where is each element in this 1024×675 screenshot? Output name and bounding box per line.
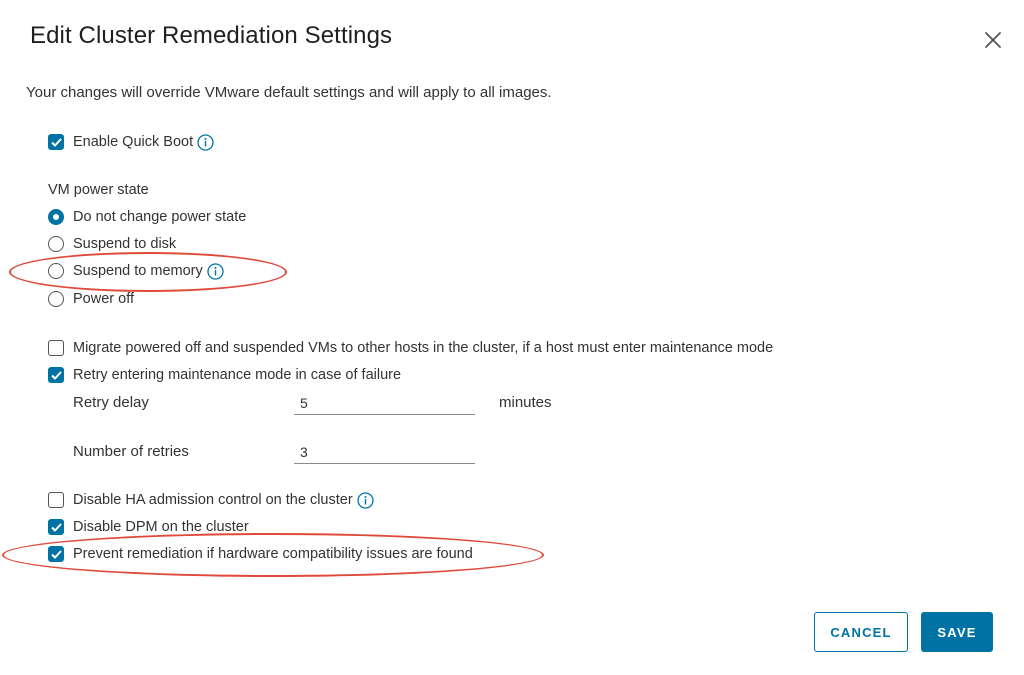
power-option-no-change[interactable] bbox=[48, 207, 246, 227]
prevent-remediation-option[interactable] bbox=[48, 544, 473, 564]
migrate-vms-option[interactable] bbox=[48, 338, 773, 358]
close-button[interactable] bbox=[980, 27, 1006, 53]
power-option-label: Suspend to memory bbox=[73, 263, 203, 279]
dialog-description: Your changes will override VMware default settings and will apply to all images. bbox=[26, 84, 552, 101]
cancel-button[interactable]: CANCEL bbox=[814, 612, 908, 652]
radio-button[interactable] bbox=[48, 236, 64, 252]
dialog-title: Edit Cluster Remediation Settings bbox=[30, 22, 393, 49]
migrate-vms-label: Migrate powered off and suspended VMs to other hosts in the cluster, if a host must enter maintenance mode bbox=[73, 340, 774, 356]
power-option-suspend-disk[interactable] bbox=[48, 234, 176, 254]
retry-delay-unit: minutes bbox=[499, 394, 552, 411]
prevent-remediation-checkbox[interactable] bbox=[48, 546, 64, 562]
number-of-retries-input[interactable] bbox=[294, 440, 475, 464]
quick-boot-option[interactable] bbox=[48, 132, 214, 152]
retry-maintenance-checkbox[interactable] bbox=[48, 367, 64, 383]
save-button[interactable]: SAVE bbox=[921, 612, 993, 652]
quick-boot-label: Enable Quick Boot bbox=[73, 134, 194, 150]
checkmark-icon bbox=[51, 371, 62, 380]
radio-button[interactable] bbox=[48, 263, 64, 279]
disable-dpm-label: Disable DPM on the cluster bbox=[73, 519, 249, 535]
power-option-suspend-memory[interactable] bbox=[48, 261, 224, 281]
radio-button[interactable] bbox=[48, 209, 64, 225]
retry-maintenance-label: Retry entering maintenance mode in case of failure bbox=[73, 367, 402, 383]
vm-power-state-label: VM power state bbox=[48, 182, 149, 198]
quick-boot-checkbox[interactable] bbox=[48, 134, 64, 150]
ha-admission-option[interactable] bbox=[48, 490, 374, 510]
info-icon[interactable] bbox=[197, 134, 214, 151]
disable-dpm-option[interactable] bbox=[48, 517, 249, 537]
power-option-label: Do not change power state bbox=[73, 209, 247, 225]
checkmark-icon bbox=[51, 523, 62, 532]
info-icon[interactable] bbox=[207, 263, 224, 280]
retry-delay-input[interactable] bbox=[294, 391, 475, 415]
disable-dpm-checkbox[interactable] bbox=[48, 519, 64, 535]
close-icon bbox=[980, 27, 1006, 53]
retry-delay-label: Retry delay bbox=[73, 394, 149, 411]
power-option-label: Suspend to disk bbox=[73, 236, 177, 252]
power-option-power-off[interactable] bbox=[48, 289, 134, 309]
prevent-remediation-label: Prevent remediation if hardware compatibility issues are found bbox=[73, 546, 473, 562]
migrate-vms-checkbox[interactable] bbox=[48, 340, 64, 356]
ha-admission-checkbox[interactable] bbox=[48, 492, 64, 508]
ha-admission-label: Disable HA admission control on the cluster bbox=[73, 492, 353, 508]
retry-maintenance-option[interactable] bbox=[48, 365, 401, 385]
radio-button[interactable] bbox=[48, 291, 64, 307]
info-icon[interactable] bbox=[357, 492, 374, 509]
checkmark-icon bbox=[51, 550, 62, 559]
power-option-label: Power off bbox=[73, 291, 134, 307]
number-of-retries-label: Number of retries bbox=[73, 443, 189, 460]
checkmark-icon bbox=[51, 138, 62, 147]
